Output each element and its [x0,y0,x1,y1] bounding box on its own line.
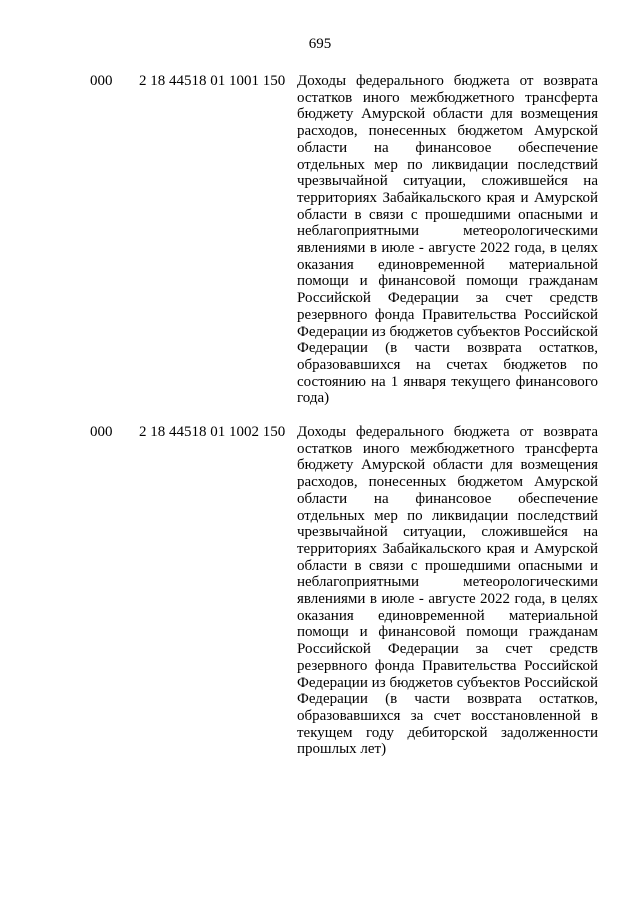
income-description: Доходы федерального бюджета от возврата остатков иного межбюджетного трансферта бюджету Амурской области для возмещения расходов, понесенных бюджетом Амурской области на финансовое обеспечение отдельных мер по ликвидации последствий чрезвычайной ситуации, сложившейся на территориях Забайкальского края и Амурской области в связи с прошедшими опасными и неблагоприятными метеорологическими явлениями в июле - августе 2022 года, в целях оказания единовременной материальной помощи и финансовой помощи гражданам Российской Федерации за счет средств резервного фонда Правительства Российской Федерации из бюджетов субъектов Российской Федерации (в части возврата остатков, образовавшихся на счетах бюджетов по состоянию на 1 января текущего финансового года) [297,73,598,407]
admin-code: 000 [90,73,113,89]
page-number: 695 [308,36,332,52]
income-description: Доходы федерального бюджета от возврата остатков иного межбюджетного трансферта бюджету Амурской области для возмещения расходов, понесенных бюджетом Амурской области на финансовое обеспечение отдельных мер по ликвидации последствий чрезвычайной ситуации, сложившейся на территориях Забайкальского края и Амурской области в связи с прошедшими опасными и неблагоприятными метеорологическими явлениями в июле - августе 2022 года, в целях оказания единовременной материальной помощи и финансовой помощи гражданам Российской Федерации за счет средств резервного фонда Правительства Российской Федерации из бюджетов субъектов Российской Федерации (в части возврата остатков, образовавшихся за счет восстановленной в текущем году дебиторской задолженности прошлых лет) [297,424,598,758]
admin-code: 000 [90,424,113,440]
budget-classification-code: 2 18 44518 01 1002 150 [139,424,286,440]
budget-classification-code: 2 18 44518 01 1001 150 [139,73,286,89]
